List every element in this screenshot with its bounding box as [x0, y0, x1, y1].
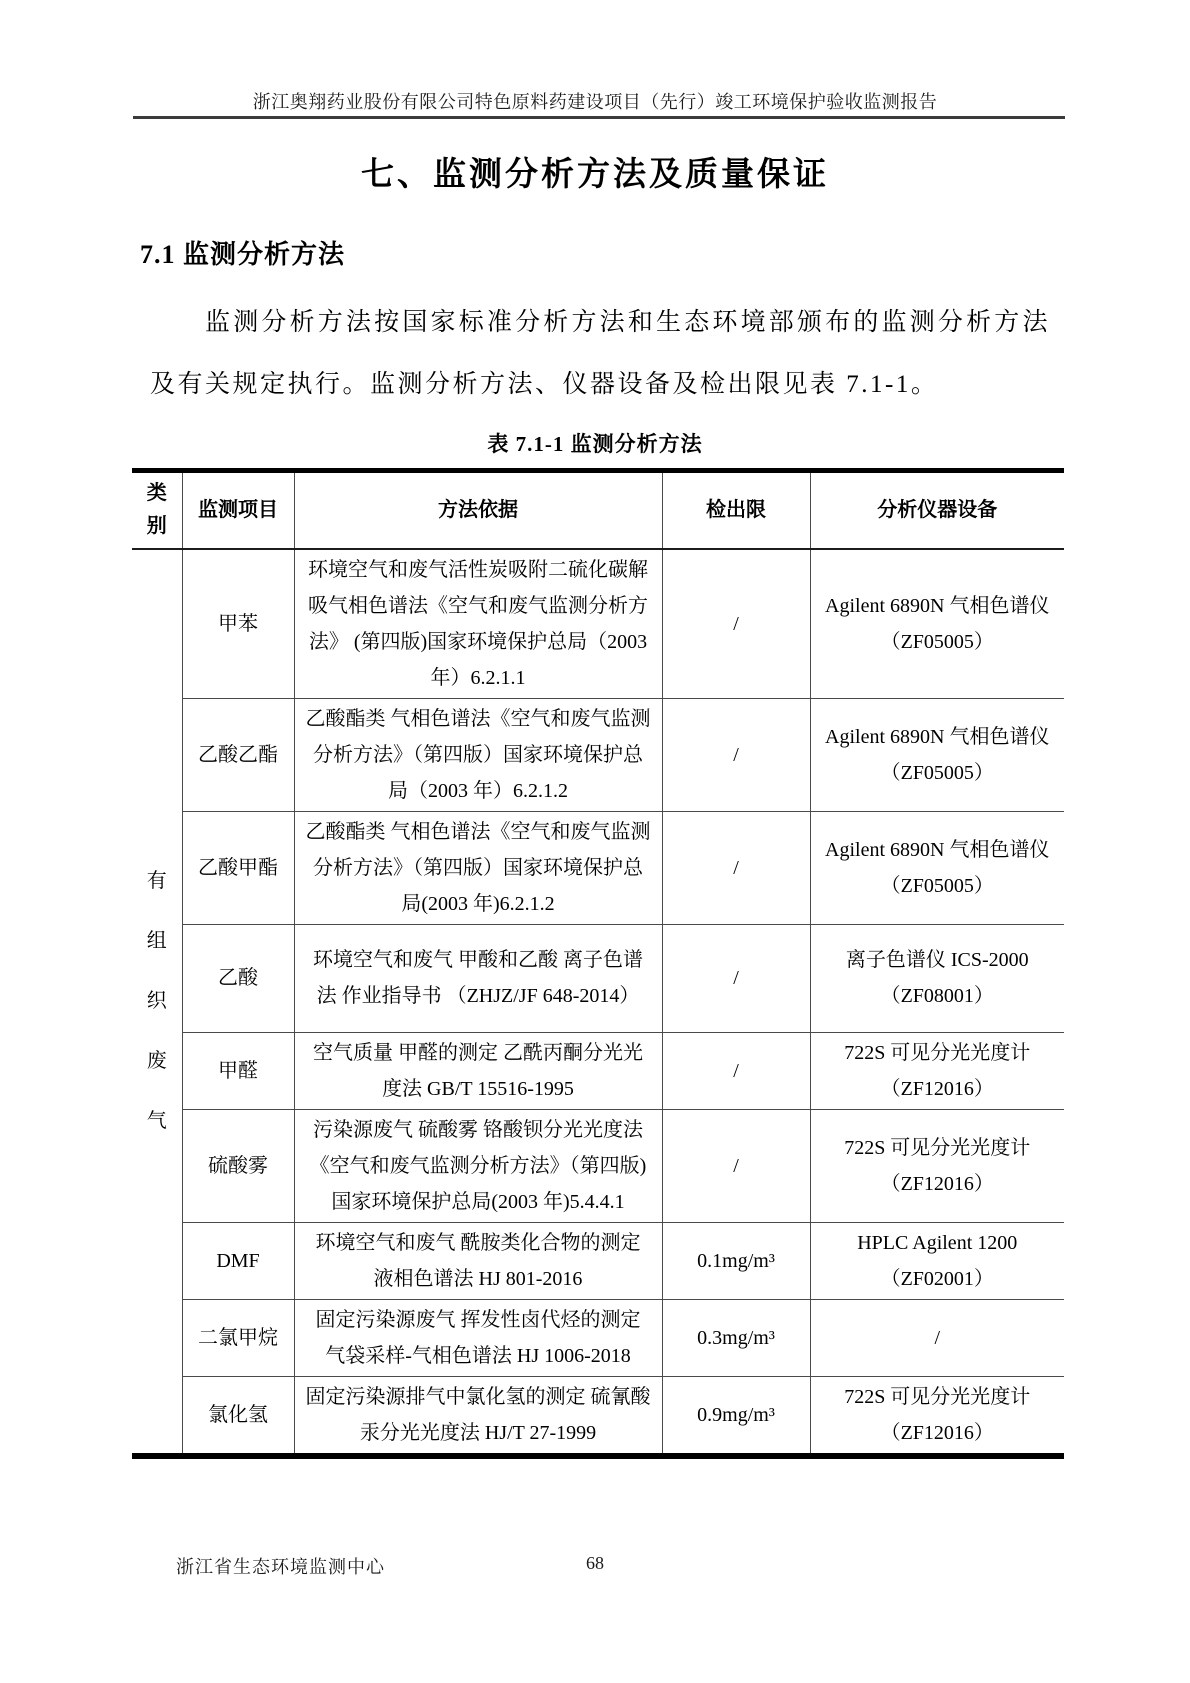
- limit-cell: /: [662, 1109, 810, 1222]
- instrument-cell: HPLC Agilent 1200（ZF02001）: [810, 1222, 1064, 1299]
- table-caption: 表 7.1-1 监测分析方法: [487, 432, 703, 456]
- item-cell: 氯化氢: [182, 1376, 294, 1456]
- method-cell: 空气质量 甲醛的测定 乙酰丙酮分光光度法 GB/T 15516-1995: [294, 1032, 662, 1109]
- item-cell: 硫酸雾: [182, 1109, 294, 1222]
- footer-organization: 浙江省生态环境监测中心: [176, 1557, 385, 1577]
- table-header-row: [132, 471, 1064, 549]
- instrument-cell: Agilent 6890N 气相色谱仪（ZF05005）: [810, 549, 1064, 699]
- method-cell: 污染源废气 硫酸雾 铬酸钡分光光度法《空气和废气监测分析方法》（第四版)国家环境保护总局(2003 年)5.4.4.1: [294, 1109, 662, 1222]
- method-cell: 固定污染源排气中氯化氢的测定 硫氰酸汞分光光度法 HJ/T 27-1999: [294, 1376, 662, 1456]
- col-header-instrument: 分析仪器设备: [810, 471, 1064, 549]
- table-row: [132, 924, 1064, 1032]
- table-row: [132, 1222, 1064, 1299]
- category-group-label: 有组织废气: [146, 870, 167, 1132]
- limit-cell: 0.3mg/m³: [662, 1299, 810, 1376]
- limit-cell: /: [662, 1032, 810, 1109]
- footer-page-number: 68: [586, 1553, 604, 1573]
- instrument-cell: 722S 可见分光光度计（ZF12016）: [810, 1376, 1064, 1456]
- document-header: 浙江奥翔药业股份有限公司特色原料药建设项目（先行）竣工环境保护验收监测报告: [252, 92, 938, 112]
- item-cell: 二氯甲烷: [182, 1299, 294, 1376]
- item-cell: 乙酸: [182, 924, 294, 1032]
- table-row: [132, 698, 1064, 811]
- method-cell: 环境空气和废气活性炭吸附二硫化碳解吸气相色谱法《空气和废气监测分析方法》 (第四版)国家环境保护总局（2003 年）6.2.1.1: [294, 549, 662, 699]
- item-cell: 甲醛: [182, 1032, 294, 1109]
- method-cell: 乙酸酯类 气相色谱法《空气和废气监测分析方法》（第四版）国家环境保护总局（2003 年）6.2.1.2: [294, 698, 662, 811]
- col-header-category-label: 类别: [146, 482, 167, 538]
- category-group-cell: [132, 549, 182, 1456]
- method-cell: 环境空气和废气 甲酸和乙酸 离子色谱法 作业指导书 （ZHJZ/JF 648-2014）: [294, 924, 662, 1032]
- table-row: [132, 549, 1064, 699]
- col-header-method: 方法依据: [294, 471, 662, 549]
- body-paragraph: 监测分析方法按国家标准分析方法和生态环境部颁布的监测分析方法及有关规定执行。监测分析方法、仪器设备及检出限见表 7.1-1。: [150, 309, 1050, 398]
- limit-cell: /: [662, 549, 810, 699]
- item-cell: 乙酸乙酯: [182, 698, 294, 811]
- col-header-category: [132, 471, 182, 549]
- table-row: [132, 1376, 1064, 1456]
- limit-cell: 0.9mg/m³: [662, 1376, 810, 1456]
- instrument-cell: 722S 可见分光光度计（ZF12016）: [810, 1109, 1064, 1222]
- header-divider: [133, 116, 1065, 119]
- item-cell: 乙酸甲酯: [182, 811, 294, 924]
- col-header-limit: 检出限: [662, 471, 810, 549]
- item-cell: DMF: [182, 1222, 294, 1299]
- section-heading: 7.1 监测分析方法: [140, 240, 346, 269]
- table-row: [132, 1109, 1064, 1222]
- instrument-cell: /: [810, 1299, 1064, 1376]
- col-header-item: 监测项目: [182, 471, 294, 549]
- page-title: 七、监测分析方法及质量保证: [361, 157, 829, 193]
- instrument-cell: 离子色谱仪 ICS-2000（ZF08001）: [810, 924, 1064, 1032]
- limit-cell: /: [662, 924, 810, 1032]
- table-row: [132, 1032, 1064, 1109]
- monitoring-methods-table: [132, 468, 1064, 1459]
- table-row: [132, 811, 1064, 924]
- method-cell: 固定污染源废气 挥发性卤代烃的测定 气袋采样-气相色谱法 HJ 1006-2018: [294, 1299, 662, 1376]
- instrument-cell: 722S 可见分光光度计（ZF12016）: [810, 1032, 1064, 1109]
- method-cell: 乙酸酯类 气相色谱法《空气和废气监测分析方法》（第四版）国家环境保护总局(2003 年)6.2.1.2: [294, 811, 662, 924]
- limit-cell: /: [662, 698, 810, 811]
- table-row: [132, 1299, 1064, 1376]
- instrument-cell: Agilent 6890N 气相色谱仪（ZF05005）: [810, 811, 1064, 924]
- limit-cell: 0.1mg/m³: [662, 1222, 810, 1299]
- method-cell: 环境空气和废气 酰胺类化合物的测定 液相色谱法 HJ 801-2016: [294, 1222, 662, 1299]
- limit-cell: /: [662, 811, 810, 924]
- item-cell: 甲苯: [182, 549, 294, 699]
- instrument-cell: Agilent 6890N 气相色谱仪（ZF05005）: [810, 698, 1064, 811]
